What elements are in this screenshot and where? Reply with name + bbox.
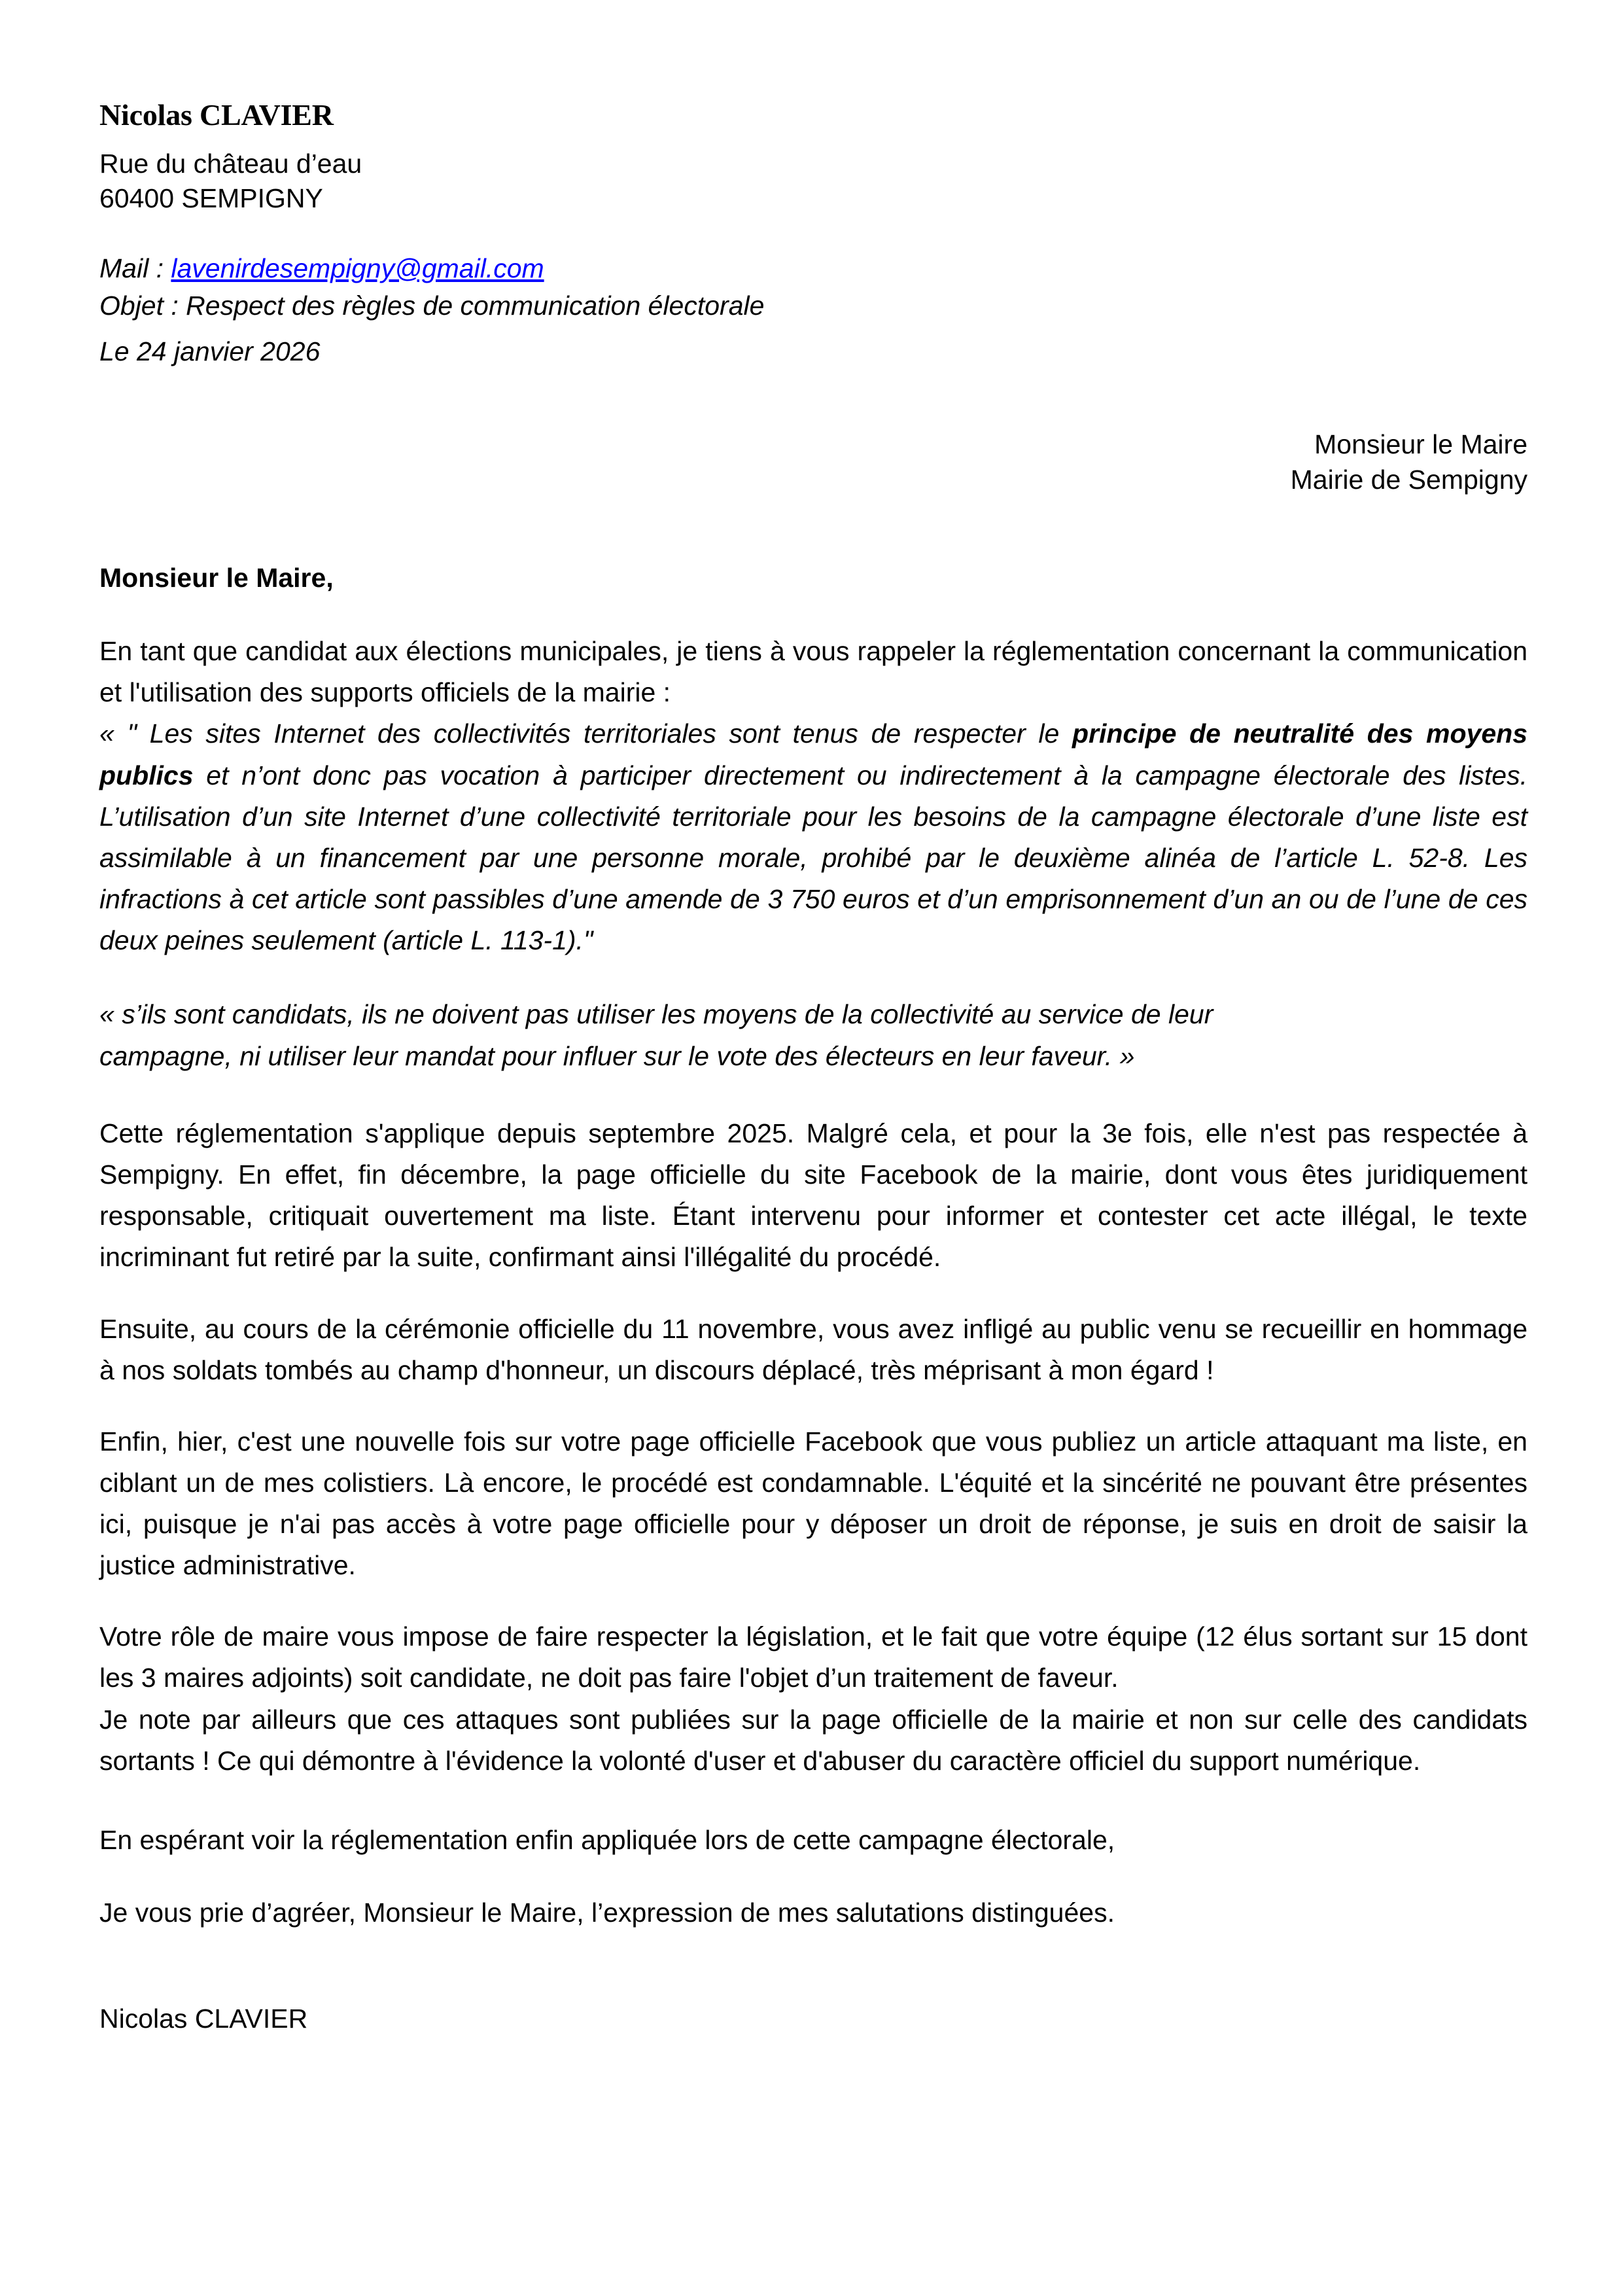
sender-city: 60400 SEMPIGNY	[99, 183, 323, 213]
subject-line: Objet : Respect des règles de communication électorale	[99, 290, 765, 321]
recipient-line-1: Monsieur le Maire	[1314, 429, 1527, 459]
legal-quote-part-2: et n’ont donc pas vocation à participer directement ou indirectement à la campagne électorale des listes. L’utilisation d’un site Internet d’une collectivité territoriale pour les besoins de la campagne électorale d’une liste est assimilable à un financement par une personne morale, prohibé par le deuxième alinéa de l’article L. 52-8. Les infractions à cet article sont passibles d’une amende de 3 750 euros et d’un emprisonnement d’un an ou de l’une de ces deux peines seulement (article L. 113-1)."	[99, 760, 1527, 956]
paragraph-regulation: Cette réglementation s'applique depuis septembre 2025. Malgré cela, et pour la 3e fois, elle n'est pas respectée à Sempigny. En effet, fin décembre, la page officielle du site Facebook de la mairie, dont vous êtes juridiquement responsable, critiquait ouvertement ma liste. Étant intervenu pour informer et contester cet acte illégal, le texte incriminant fut retiré par la suite, confirmant ainsi l'illégalité du procédé.	[99, 1118, 1527, 1273]
date-line: Le 24 janvier 2026	[99, 336, 321, 367]
paragraph-note: Je note par ailleurs que ces attaques sont publiées sur la page officielle de la mairie et non sur celle des candidats sortants ! Ce qui démontre à l'évidence la volonté d'user et d'abuser du caractère officiel du support numérique.	[99, 1704, 1527, 1776]
mail-label: Mail :	[99, 253, 171, 284]
mail-line	[99, 250, 1527, 287]
closing-line-1: En espérant voir la réglementation enfin appliquée lors de cette campagne électorale,	[99, 1824, 1115, 1855]
recipient-line-2: Mairie de Sempigny	[1290, 465, 1527, 495]
second-quote	[99, 994, 1527, 1078]
salutation: Monsieur le Maire,	[99, 562, 334, 593]
legal-quote	[99, 713, 1527, 961]
email-link[interactable]: lavenirdesempigny@gmail.com	[171, 253, 544, 284]
second-quote-line-1: « s’ils sont candidats, ils ne doivent pas utiliser les moyens de la collectivité au service de leur	[99, 999, 1213, 1030]
sender-name: Nicolas CLAVIER	[99, 98, 334, 132]
legal-quote-bold: principe de neutralité des moyens publics	[99, 718, 1528, 790]
recipient-block	[99, 427, 1527, 498]
letter-content	[99, 98, 1527, 2036]
meta-block	[99, 250, 1527, 370]
paragraph-role: Votre rôle de maire vous impose de faire respecter la législation, et le fait que votre équipe (12 élus sortant sur 15 dont les 3 maires adjoints) soit candidate, ne doit pas faire l'objet d’un traitement de faveur.	[99, 1621, 1527, 1693]
legal-quote-part-1: « " Les sites Internet des collectivités territoriales sont tenus de respecter le	[99, 718, 1072, 749]
paragraph-ceremony: Ensuite, au cours de la cérémonie officielle du 11 novembre, vous avez infligé au public venu se recueillir en hommage à nos soldats tombés au champ d'honneur, un discours déplacé, très méprisant à mon égard !	[99, 1313, 1527, 1385]
paragraph-facebook: Enfin, hier, c'est une nouvelle fois sur votre page officielle Facebook que vous publiez un article attaquant ma liste, en ciblant un de mes colistiers. Là encore, le procédé est condamnable. L'équité et la sincérité ne pouvant être présentes ici, puisque je n'ai pas accès à votre page officielle pour y déposer un droit de réponse, je suis en droit de saisir la justice administrative.	[99, 1426, 1527, 1581]
sender-block	[99, 98, 1527, 216]
signature: Nicolas CLAVIER	[99, 2004, 308, 2034]
sender-street: Rue du château d’eau	[99, 148, 362, 179]
paragraph-intro: En tant que candidat aux élections municipales, je tiens à vous rappeler la réglementation concernant la communication et l'utilisation des supports officiels de la mairie :	[99, 636, 1527, 708]
closing-line-2: Je vous prie d’agréer, Monsieur le Maire, l’expression de mes salutations distinguées.	[99, 1897, 1115, 1928]
second-quote-line-2: campagne, ni utiliser leur mandat pour influer sur le vote des électeurs en leur faveur. »	[99, 1041, 1135, 1072]
